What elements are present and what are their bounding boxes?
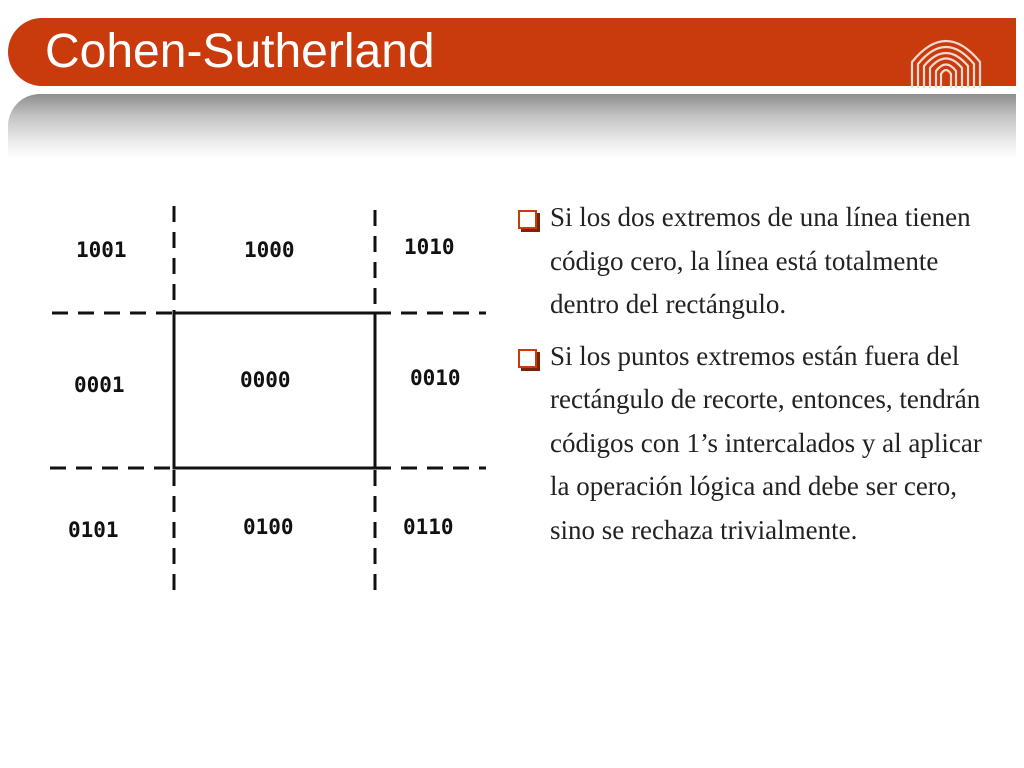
region-code-middle-center: 0000 bbox=[240, 368, 291, 392]
region-code-top-center: 1000 bbox=[244, 238, 295, 262]
title-shadow-band bbox=[8, 94, 1016, 158]
checkbox-bullet-icon bbox=[518, 349, 537, 368]
bullet-text: Si los dos extremos de una línea tienen código cero, la línea está totalmente dentro del rectángulo. bbox=[550, 202, 971, 319]
region-code-middle-right: 0010 bbox=[410, 366, 461, 390]
region-code-middle-left: 0001 bbox=[74, 373, 125, 397]
bullet-item bbox=[518, 196, 1008, 327]
region-code-bottom-center: 0100 bbox=[243, 515, 294, 539]
region-code-svg bbox=[36, 192, 500, 602]
bullet-list bbox=[518, 196, 1008, 560]
bullet-text: Si los puntos extremos están fuera del rectángulo de recorte, entonces, tendrán códigos con 1’s intercalados y al aplicar la operación lógica and debe ser cero, sino se rechaza trivialmente. bbox=[550, 340, 982, 545]
bullet-item bbox=[518, 335, 1008, 553]
region-code-top-right: 1010 bbox=[404, 235, 455, 259]
region-code-bottom-left: 0101 bbox=[68, 518, 119, 542]
checkbox-bullet-icon bbox=[518, 210, 537, 229]
region-code-top-left: 1001 bbox=[76, 238, 127, 262]
slide-title: Cohen-Sutherland bbox=[45, 25, 435, 78]
region-code-diagram bbox=[36, 192, 500, 602]
region-code-bottom-right: 0110 bbox=[403, 515, 454, 539]
university-arch-logo-icon bbox=[906, 18, 986, 90]
